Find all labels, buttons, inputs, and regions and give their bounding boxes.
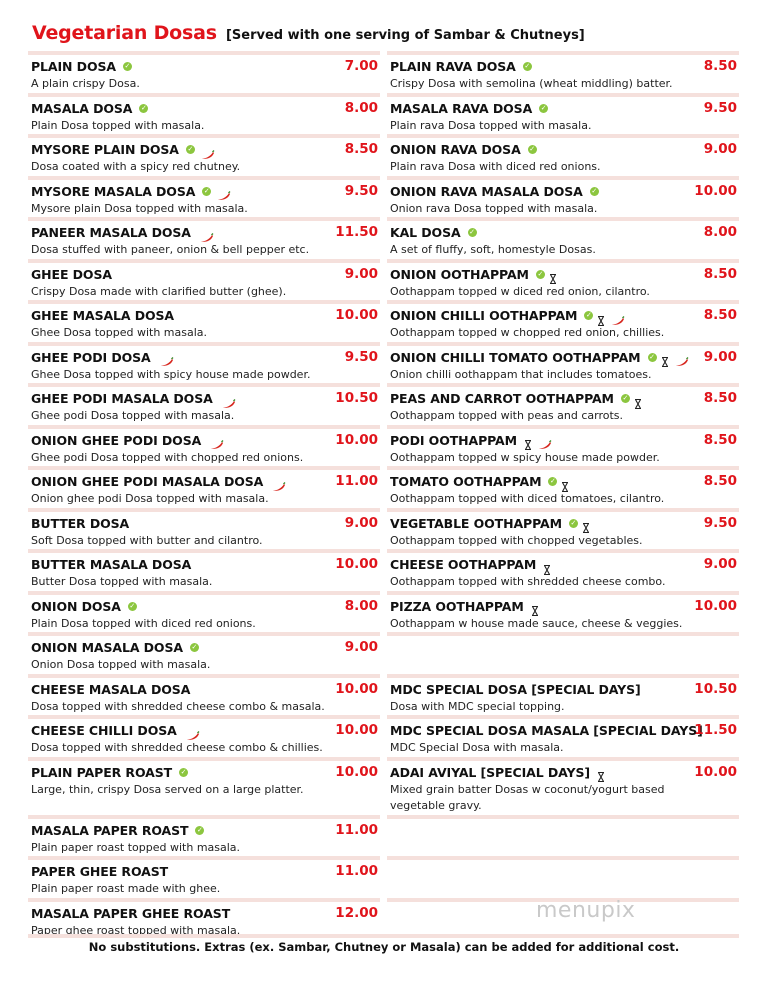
menu-item-name: ADAI AVIYAL [SPECIAL DAYS] <box>390 764 590 780</box>
menu-item-description: Dosa topped with shredded cheese combo & chillies. <box>31 741 323 754</box>
menu-item-name-row <box>390 722 736 739</box>
menu-item-name: MDC SPECIAL DOSA [SPECIAL DAYS] <box>390 681 641 697</box>
menu-item-name-row <box>390 58 736 75</box>
menu-item <box>28 217 380 259</box>
menu-header <box>32 22 585 44</box>
menu-item <box>28 51 380 93</box>
menu-item <box>387 176 739 218</box>
menu-item-description: MDC Special Dosa with masala. <box>390 741 564 754</box>
menu-item-price: 10.00 <box>694 597 737 614</box>
menu-item-name-row <box>390 390 736 407</box>
menu-title: Vegetarian Dosas <box>32 22 217 44</box>
menu-item-name-row <box>31 473 377 490</box>
menu-item-price: 11.50 <box>694 722 737 738</box>
menu-item-name: PLAIN DOSA <box>31 59 116 74</box>
menu-item-price: 9.50 <box>344 182 378 199</box>
menu-item-description: Oothappam topped with chopped vegetables. <box>390 533 643 547</box>
menu-item-price: 8.00 <box>344 99 378 116</box>
vegan-icon: ✓ <box>197 825 203 834</box>
menu-item-name-row <box>31 100 377 117</box>
menu-item <box>28 383 380 425</box>
menu-item-price: 10.50 <box>694 680 737 697</box>
vegan-icon: ✓ <box>529 145 536 153</box>
menu-item-icons <box>135 104 148 113</box>
menu-item-name: MASALA RAVA DOSA <box>390 100 533 116</box>
menu-item-price: 9.00 <box>703 141 737 157</box>
vegan-icon: ✓ <box>549 477 556 485</box>
menu-item-icons <box>182 145 215 155</box>
menu-item-description: A plain crispy Dosa. <box>31 77 140 90</box>
menu-item-icons <box>154 352 174 362</box>
menu-item-price: 9.50 <box>703 99 737 116</box>
menu-item-name: ONION OOTHAPPAM <box>390 266 529 282</box>
menu-item-description: Crispy Dosa with semolina (wheat middling) batter. <box>390 77 673 90</box>
menu-item-name-row <box>31 681 377 698</box>
menu-item-icons <box>535 104 548 113</box>
chili-pepper-icon <box>217 186 231 196</box>
menu-item-name: MASALA PAPER ROAST <box>31 822 189 838</box>
hourglass-icon <box>531 601 539 611</box>
chili-pepper-icon <box>222 394 236 404</box>
vegan-icon: ✓ <box>187 145 194 153</box>
menu-item-name: CHEESE OOTHAPPAM <box>390 557 537 572</box>
menu-item-name-row <box>31 141 377 158</box>
menu-item <box>28 815 380 857</box>
left-menu-column <box>28 51 380 939</box>
menu-item-icons <box>527 601 539 611</box>
menu-item-price: 10.00 <box>694 763 737 780</box>
menu-item <box>387 508 739 550</box>
menu-item-name: ONION DOSA <box>31 598 121 614</box>
hourglass-icon <box>597 767 605 777</box>
menu-item-price: 10.00 <box>335 307 378 323</box>
menu-item <box>387 93 739 135</box>
chili-pepper-icon <box>200 228 214 238</box>
menu-item <box>28 425 380 467</box>
menu-item-description: Plain rava Dosa with diced red onions. <box>390 160 601 173</box>
menu-item <box>28 715 380 757</box>
menu-item-name-row <box>31 722 377 739</box>
chili-pepper-icon <box>210 435 224 445</box>
menu-item-name: PLAIN PAPER ROAST <box>31 764 173 780</box>
menu-item-description: Onion chilli oothappam that includes tomatoes. <box>390 367 652 381</box>
menu-item-price: 8.50 <box>703 307 737 323</box>
menu-item-name-row <box>390 681 736 698</box>
menu-item-price: 8.50 <box>703 431 737 448</box>
menu-item-name-row <box>390 224 736 241</box>
menu-item-price: 12.00 <box>335 904 378 921</box>
menu-item-icons <box>186 643 199 652</box>
hourglass-icon <box>543 560 551 570</box>
menu-item-price: 8.50 <box>703 390 737 406</box>
menu-item-icons <box>266 477 286 487</box>
menu-item-name: GHEE PODI DOSA <box>31 349 151 365</box>
menu-item-price: 9.50 <box>344 348 378 365</box>
menu-item-name: ONION CHILLI OOTHAPPAM <box>390 308 578 323</box>
menu-item <box>28 898 380 940</box>
menu-item-name-row <box>390 473 736 490</box>
menu-item-description: Oothappam topped with diced tomatoes, cilantro. <box>390 492 665 505</box>
menu-item-name-row <box>390 141 736 158</box>
menu-item-name: ONION RAVA DOSA <box>390 142 521 157</box>
menu-item-name: GHEE DOSA <box>31 266 112 282</box>
menu-item-price: 10.00 <box>335 680 378 697</box>
chili-pepper-icon <box>272 477 286 487</box>
menu-item-description: Ghee podi Dosa topped with masala. <box>31 409 235 422</box>
menu-item <box>28 591 380 633</box>
hourglass-icon <box>561 477 569 487</box>
menu-item-name: GHEE PODI MASALA DOSA <box>31 391 213 406</box>
menu-item-icons <box>191 826 204 835</box>
menu-item-name: PANEER MASALA DOSA <box>31 225 191 240</box>
menu-item-price: 10.00 <box>694 182 737 199</box>
menu-item <box>387 674 739 716</box>
menu-item-description: A set of fluffy, soft, homestyle Dosas. <box>390 243 596 256</box>
menu-item-icons <box>593 767 605 777</box>
right-menu-column <box>387 51 739 939</box>
menu-item-name: CHEESE CHILLI DOSA <box>31 723 177 738</box>
menu-item <box>387 259 739 301</box>
menu-item-icons <box>617 394 642 404</box>
menu-item-icons <box>580 311 625 321</box>
menu-item-icons <box>520 435 552 445</box>
menu-item-price: 11.00 <box>335 821 378 838</box>
menu-item-name: VEGETABLE OOTHAPPAM <box>390 515 562 531</box>
menu-item-icons <box>586 187 599 196</box>
menupix-watermark: menupix <box>536 898 636 923</box>
menu-item-name: KAL DOSA <box>390 225 461 240</box>
menu-item-price: 11.00 <box>335 473 378 489</box>
menu-item-name-row <box>390 307 736 324</box>
menu-item-name-row <box>390 183 736 200</box>
menu-item-description: Paper ghee roast topped with masala. <box>31 923 241 937</box>
menu-item-price: 10.00 <box>335 556 378 572</box>
menu-item-price: 8.50 <box>703 265 737 282</box>
menu-item-description: Oothappam topped with shredded cheese combo. <box>390 575 666 588</box>
menu-item-icons <box>565 518 590 528</box>
menu-item-name-row <box>31 349 377 366</box>
vegan-icon: ✓ <box>570 518 577 527</box>
menu-item-price: 8.50 <box>703 473 737 489</box>
menu-item-name: MYSORE PLAIN DOSA <box>31 142 179 157</box>
menu-item-price: 11.50 <box>335 224 378 240</box>
menu-item-price: 10.50 <box>335 390 378 406</box>
menu-item <box>28 176 380 218</box>
menu-item <box>28 466 380 508</box>
menu-item-price: 9.00 <box>703 348 737 365</box>
menu-item-name-row <box>31 58 377 75</box>
menu-item-description: Oothappam topped w spicy house made powder. <box>390 450 660 464</box>
menu-item-name-row <box>31 863 377 880</box>
empty-slot <box>387 856 739 898</box>
menu-item-description: Mysore plain Dosa topped with masala. <box>31 201 248 215</box>
menu-item-icons <box>119 62 132 71</box>
menu-item <box>387 51 739 93</box>
menu-item-description: Dosa with MDC special topping. <box>390 699 565 713</box>
menu-item-price: 7.00 <box>344 58 378 74</box>
menu-item-name: PEAS AND CARROT OOTHAPPAM <box>390 391 614 406</box>
vegan-icon: ✓ <box>649 352 655 361</box>
menu-item <box>387 134 739 176</box>
menu-item-description: Oothappam topped with peas and carrots. <box>390 409 623 422</box>
menu-item-name: MDC SPECIAL DOSA MASALA [SPECIAL DAYS] <box>390 723 703 738</box>
menu-item-icons <box>180 726 200 736</box>
empty-slot <box>387 632 739 674</box>
menu-item <box>28 259 380 301</box>
menu-item-description: Large, thin, crispy Dosa served on a large platter. <box>31 782 304 796</box>
bottom-divider <box>28 934 739 938</box>
hourglass-icon <box>549 269 557 279</box>
menu-item-description: Oothappam topped w chopped red onion, chillies. <box>390 326 665 339</box>
menu-item-price: 10.00 <box>335 722 378 738</box>
menu-item-price: 11.00 <box>335 863 378 879</box>
menu-item <box>28 632 380 674</box>
menu-item <box>387 549 739 591</box>
menu-item-name-row <box>31 764 377 781</box>
vegan-icon: ✓ <box>180 767 187 776</box>
menu-item-name-row <box>390 764 736 781</box>
menu-item-icons <box>464 228 477 237</box>
menu-item <box>28 856 380 898</box>
menu-item <box>28 549 380 591</box>
menu-item-description: Plain paper roast made with ghee. <box>31 882 221 895</box>
menu-item-description: Dosa topped with shredded cheese combo & masala. <box>31 699 325 713</box>
menu-item-name: MASALA PAPER GHEE ROAST <box>31 905 231 921</box>
vegan-icon: ✓ <box>540 103 547 112</box>
menu-item-icons <box>539 560 551 570</box>
menu-item-name-row <box>31 556 377 573</box>
chili-pepper-icon <box>160 352 174 362</box>
menu-item-name-row <box>390 515 736 532</box>
menu-item-name-row <box>31 307 377 324</box>
chili-pepper-icon <box>538 435 552 445</box>
menu-item-icons <box>544 477 569 487</box>
menu-item-name: PLAIN RAVA DOSA <box>390 59 516 74</box>
menu-item-icons <box>532 269 557 279</box>
menu-item-description: Plain rava Dosa topped with masala. <box>390 118 592 132</box>
menu-item-name: PODI OOTHAPPAM <box>390 432 517 448</box>
chili-pepper-icon <box>675 352 689 362</box>
vegan-icon: ✓ <box>191 643 198 651</box>
menu-item-icons <box>524 145 537 154</box>
menu-item <box>28 342 380 384</box>
menu-item-name-row <box>31 822 377 839</box>
menu-item-description: Ghee Dosa topped with spicy house made powder. <box>31 367 311 381</box>
menu-item <box>387 342 739 384</box>
menu-item-icons <box>204 435 224 445</box>
menu-item <box>387 466 739 508</box>
menu-item-price: 10.00 <box>335 431 378 448</box>
menu-item-name: GHEE MASALA DOSA <box>31 308 175 323</box>
vegan-icon: ✓ <box>124 62 131 70</box>
chili-pepper-icon <box>611 311 625 321</box>
hourglass-icon <box>597 311 605 321</box>
menu-item-price: 8.00 <box>703 224 737 240</box>
vegan-icon: ✓ <box>524 62 531 70</box>
menu-item-icons <box>175 768 188 777</box>
menu-item <box>28 300 380 342</box>
menu-item-name: ONION RAVA MASALA DOSA <box>390 183 583 199</box>
vegan-icon: ✓ <box>469 228 475 236</box>
menu-item <box>387 591 739 633</box>
menu-item-price: 10.00 <box>335 763 378 780</box>
menu-item-description: Oothappam topped w diced red onion, cilantro. <box>390 284 650 298</box>
menu-item <box>387 757 739 815</box>
menu-item-icons <box>644 352 689 362</box>
menu-item <box>387 217 739 259</box>
menu-item-icons <box>519 62 532 71</box>
menu-item <box>387 715 739 757</box>
hourglass-icon <box>634 394 642 404</box>
menu-item-name: ONION CHILLI TOMATO OOTHAPPAM <box>390 349 641 365</box>
menu-item-name-row <box>31 515 377 532</box>
menu-item-name-row <box>390 432 736 449</box>
menu-item <box>387 425 739 467</box>
menu-item-icons <box>124 602 137 611</box>
menu-item-description: Crispy Dosa made with clarified butter (ghee). <box>31 284 287 298</box>
menu-item-description: Oothappam w house made sauce, cheese & veggies. <box>390 616 683 630</box>
menu-item-description: Onion rava Dosa topped with masala. <box>390 201 598 215</box>
menu-item-name: BUTTER DOSA <box>31 515 130 531</box>
menu-item-description: Ghee podi Dosa topped with chopped red onions. <box>31 450 304 464</box>
chili-pepper-icon <box>201 145 215 155</box>
menu-item-description: Plain Dosa topped with diced red onions. <box>31 616 256 630</box>
menu-item-price: 8.00 <box>344 597 378 614</box>
menu-item-name-row <box>31 598 377 615</box>
menu-item-name-row <box>390 266 736 283</box>
menu-item-name: BUTTER MASALA DOSA <box>31 557 192 572</box>
menu-item <box>28 93 380 135</box>
menu-item-price: 9.00 <box>344 265 378 282</box>
menu-subtitle: [Served with one serving of Sambar & Chutneys] <box>225 28 585 43</box>
menu-item-description: Plain paper roast topped with masala. <box>31 840 241 854</box>
menu-item-description: Dosa coated with a spicy red chutney. <box>31 160 241 173</box>
menu-item-name-row <box>390 598 736 615</box>
menu-item-description: Mixed grain batter Dosas w coconut/yogurt based vegetable gravy. <box>390 782 665 812</box>
menu-item-price: 8.50 <box>703 58 737 74</box>
vegan-icon: ✓ <box>622 394 629 402</box>
menu-item <box>28 674 380 716</box>
menu-item-description: Onion ghee podi Dosa topped with masala. <box>31 492 269 505</box>
menu-item-name: MASALA DOSA <box>31 100 133 116</box>
hourglass-icon <box>582 518 590 528</box>
menu-item-name: PIZZA OOTHAPPAM <box>390 598 524 614</box>
menu-item-description: Onion Dosa topped with masala. <box>31 658 211 671</box>
vegan-icon: ✓ <box>129 601 136 610</box>
menu-item-description: Ghee Dosa topped with masala. <box>31 326 208 339</box>
menu-item-name-row <box>31 905 377 922</box>
menu-item-description: Butter Dosa topped with masala. <box>31 575 213 588</box>
menu-item-name-row <box>31 266 377 283</box>
hourglass-icon <box>524 435 532 445</box>
menu-item-price: 9.00 <box>703 556 737 572</box>
menu-item-name-row <box>390 349 736 366</box>
vegan-icon: ✓ <box>585 311 592 319</box>
menu-item-price: 9.50 <box>703 514 737 531</box>
footer-note: No substitutions. Extras (ex. Sambar, Chutney or Masala) can be added for additional cost. <box>88 940 680 954</box>
menu-item-name-row <box>31 432 377 449</box>
menu-item-name: MYSORE MASALA DOSA <box>31 183 196 199</box>
menu-item-description: Soft Dosa topped with butter and cilantro. <box>31 533 263 547</box>
menu-item-name-row <box>390 100 736 117</box>
chili-pepper-icon <box>186 726 200 736</box>
menu-item-name: ONION MASALA DOSA <box>31 640 183 655</box>
menu-item-name: ONION GHEE PODI MASALA DOSA <box>31 474 264 489</box>
vegan-icon: ✓ <box>140 103 147 112</box>
menu-item <box>28 134 380 176</box>
menu-item <box>28 508 380 550</box>
menu-item-name-row <box>31 390 377 407</box>
menu-item-name: CHEESE MASALA DOSA <box>31 681 191 697</box>
hourglass-icon <box>661 352 669 362</box>
menu-item-icons <box>198 186 231 196</box>
menu-item-name-row <box>31 639 377 656</box>
menu-item-description: Dosa stuffed with paneer, onion & bell pepper etc. <box>31 243 310 256</box>
menu-item-icons <box>216 394 236 404</box>
menu-item-name-row <box>31 183 377 200</box>
menu-item <box>387 383 739 425</box>
menu-item <box>28 757 380 815</box>
menu-item-name-row <box>390 556 736 573</box>
menu-item-description: Plain Dosa topped with masala. <box>31 118 205 132</box>
vegan-icon: ✓ <box>591 186 598 195</box>
menu-item-price: 9.00 <box>344 514 378 531</box>
menu-item <box>387 300 739 342</box>
menu-item-price: 9.00 <box>344 639 378 655</box>
menu-item-name: ONION GHEE PODI DOSA <box>31 432 202 448</box>
menu-item-name: TOMATO OOTHAPPAM <box>390 474 542 489</box>
empty-slot <box>387 815 739 857</box>
menu-item-name: PAPER GHEE ROAST <box>31 864 169 879</box>
vegan-icon: ✓ <box>203 186 210 195</box>
vegan-icon: ✓ <box>537 269 544 278</box>
menu-item-name-row <box>31 224 377 241</box>
menu-item-icons <box>194 228 214 238</box>
menu-item-price: 8.50 <box>344 141 378 157</box>
